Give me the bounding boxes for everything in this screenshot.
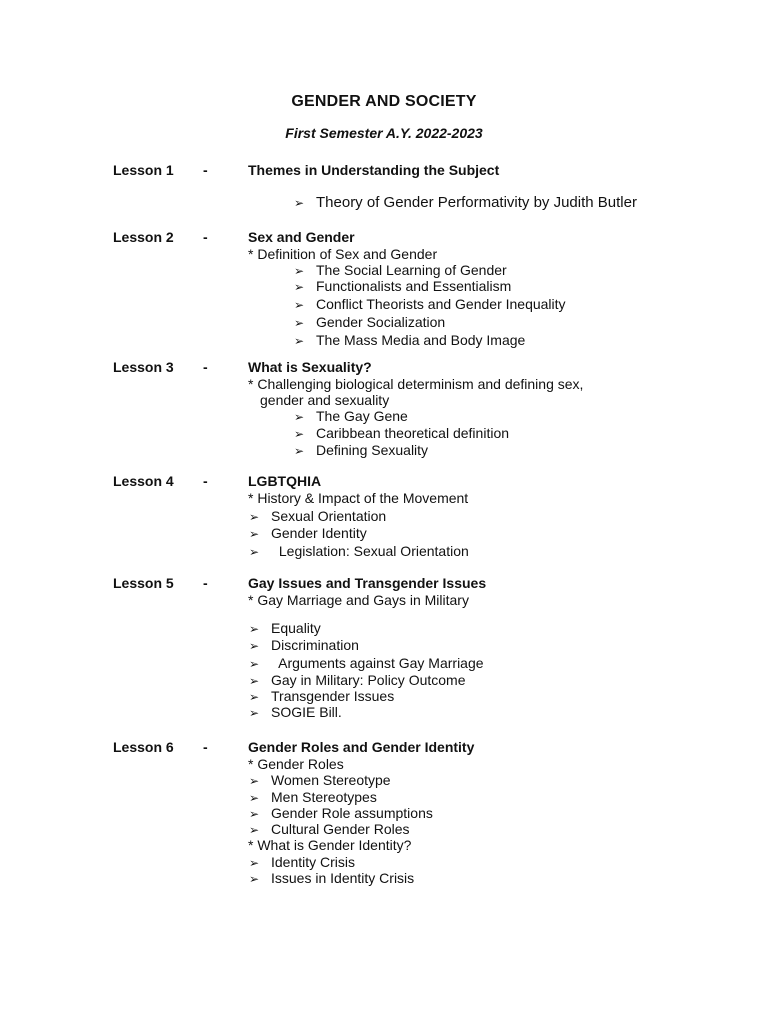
lesson-dash: - (203, 739, 208, 755)
list-item: ➢ Gay in Military: Policy Outcome (249, 672, 466, 688)
lesson-label: Lesson 5 (113, 575, 174, 591)
lesson-note: gender and sexuality (260, 392, 390, 408)
list-item: ➢ The Mass Media and Body Image (294, 332, 526, 348)
list-item: ➢ Theory of Gender Performativity by Judith Butler (294, 194, 637, 211)
arrow-bullet-icon: ➢ (294, 298, 305, 312)
list-item: ➢ Issues in Identity Crisis (249, 870, 415, 886)
lesson-note: * Gay Marriage and Gays in Military (248, 592, 469, 608)
lesson-dash: - (203, 162, 208, 178)
list-item: ➢ Gender Identity (249, 525, 367, 541)
arrow-bullet-icon: ➢ (249, 510, 260, 524)
arrow-bullet-icon: ➢ (249, 791, 260, 805)
lesson-dash: - (203, 359, 208, 375)
arrow-bullet-icon: ➢ (249, 872, 260, 886)
lesson-label: Lesson 4 (113, 473, 174, 489)
list-item: ➢ Equality (249, 620, 321, 636)
list-item: ➢ Sexual Orientation (249, 508, 387, 524)
arrow-bullet-icon: ➢ (294, 444, 305, 458)
lesson-title: Sex and Gender (248, 229, 355, 245)
lesson-dash: - (203, 575, 208, 591)
lesson-label: Lesson 3 (113, 359, 174, 375)
lesson-note: * What is Gender Identity? (248, 837, 412, 853)
lesson-note: * Gender Roles (248, 756, 344, 772)
arrow-bullet-icon: ➢ (249, 545, 260, 559)
lesson-note: * History & Impact of the Movement (248, 490, 469, 506)
list-item: ➢ Cultural Gender Roles (249, 821, 410, 837)
list-item: ➢ SOGIE Bill. (249, 704, 342, 720)
list-item: ➢ Men Stereotypes (249, 789, 377, 805)
arrow-bullet-icon: ➢ (294, 264, 305, 278)
list-item: ➢ Transgender Issues (249, 688, 395, 704)
arrow-bullet-icon: ➢ (294, 280, 305, 294)
lesson-label: Lesson 2 (113, 229, 174, 245)
lesson-title: Themes in Understanding the Subject (248, 162, 500, 178)
lesson-dash: - (203, 473, 208, 489)
document-title: GENDER AND SOCIETY (291, 93, 477, 110)
list-item: ➢ Discrimination (249, 637, 359, 653)
list-item: ➢ Women Stereotype (249, 772, 391, 788)
arrow-bullet-icon: ➢ (249, 622, 260, 636)
list-item: ➢ Identity Crisis (249, 854, 356, 870)
lesson-label: Lesson 6 (113, 739, 174, 755)
document-subtitle: First Semester A.Y. 2022-2023 (285, 125, 483, 141)
lesson-title: What is Sexuality? (248, 359, 372, 375)
arrow-bullet-icon: ➢ (249, 527, 260, 541)
lesson-note: * Challenging biological determinism and defining sex, (248, 376, 584, 392)
arrow-bullet-icon: ➢ (249, 823, 260, 837)
lesson-dash: - (203, 229, 208, 245)
list-item: ➢ Arguments against Gay Marriage (249, 655, 484, 671)
arrow-bullet-icon: ➢ (294, 427, 305, 441)
list-item: ➢ Caribbean theoretical definition (294, 425, 510, 441)
arrow-bullet-icon: ➢ (294, 410, 305, 424)
lesson-label: Lesson 1 (113, 162, 174, 178)
arrow-bullet-icon: ➢ (249, 807, 260, 821)
list-item: ➢ Conflict Theorists and Gender Inequality (294, 296, 566, 312)
arrow-bullet-icon: ➢ (249, 706, 260, 720)
lesson-title: LGBTQHIA (248, 473, 322, 489)
list-item: ➢ Gender Socialization (294, 314, 446, 330)
arrow-bullet-icon: ➢ (249, 856, 260, 870)
arrow-bullet-icon: ➢ (249, 690, 260, 704)
arrow-bullet-icon: ➢ (294, 196, 305, 210)
arrow-bullet-icon: ➢ (294, 316, 305, 330)
list-item: ➢ The Social Learning of Gender (294, 262, 507, 278)
list-item: ➢ Legislation: Sexual Orientation (249, 543, 469, 559)
arrow-bullet-icon: ➢ (294, 334, 305, 348)
list-item: ➢ Gender Role assumptions (249, 805, 433, 821)
list-item: ➢ The Gay Gene (294, 408, 408, 424)
list-item: ➢ Defining Sexuality (294, 442, 429, 458)
lesson-title: Gender Roles and Gender Identity (248, 739, 475, 755)
arrow-bullet-icon: ➢ (249, 639, 260, 653)
arrow-bullet-icon: ➢ (249, 657, 260, 671)
arrow-bullet-icon: ➢ (249, 674, 260, 688)
list-item: ➢ Functionalists and Essentialism (294, 278, 512, 294)
lesson-note: * Definition of Sex and Gender (248, 246, 438, 262)
arrow-bullet-icon: ➢ (249, 774, 260, 788)
lesson-title: Gay Issues and Transgender Issues (248, 575, 487, 591)
